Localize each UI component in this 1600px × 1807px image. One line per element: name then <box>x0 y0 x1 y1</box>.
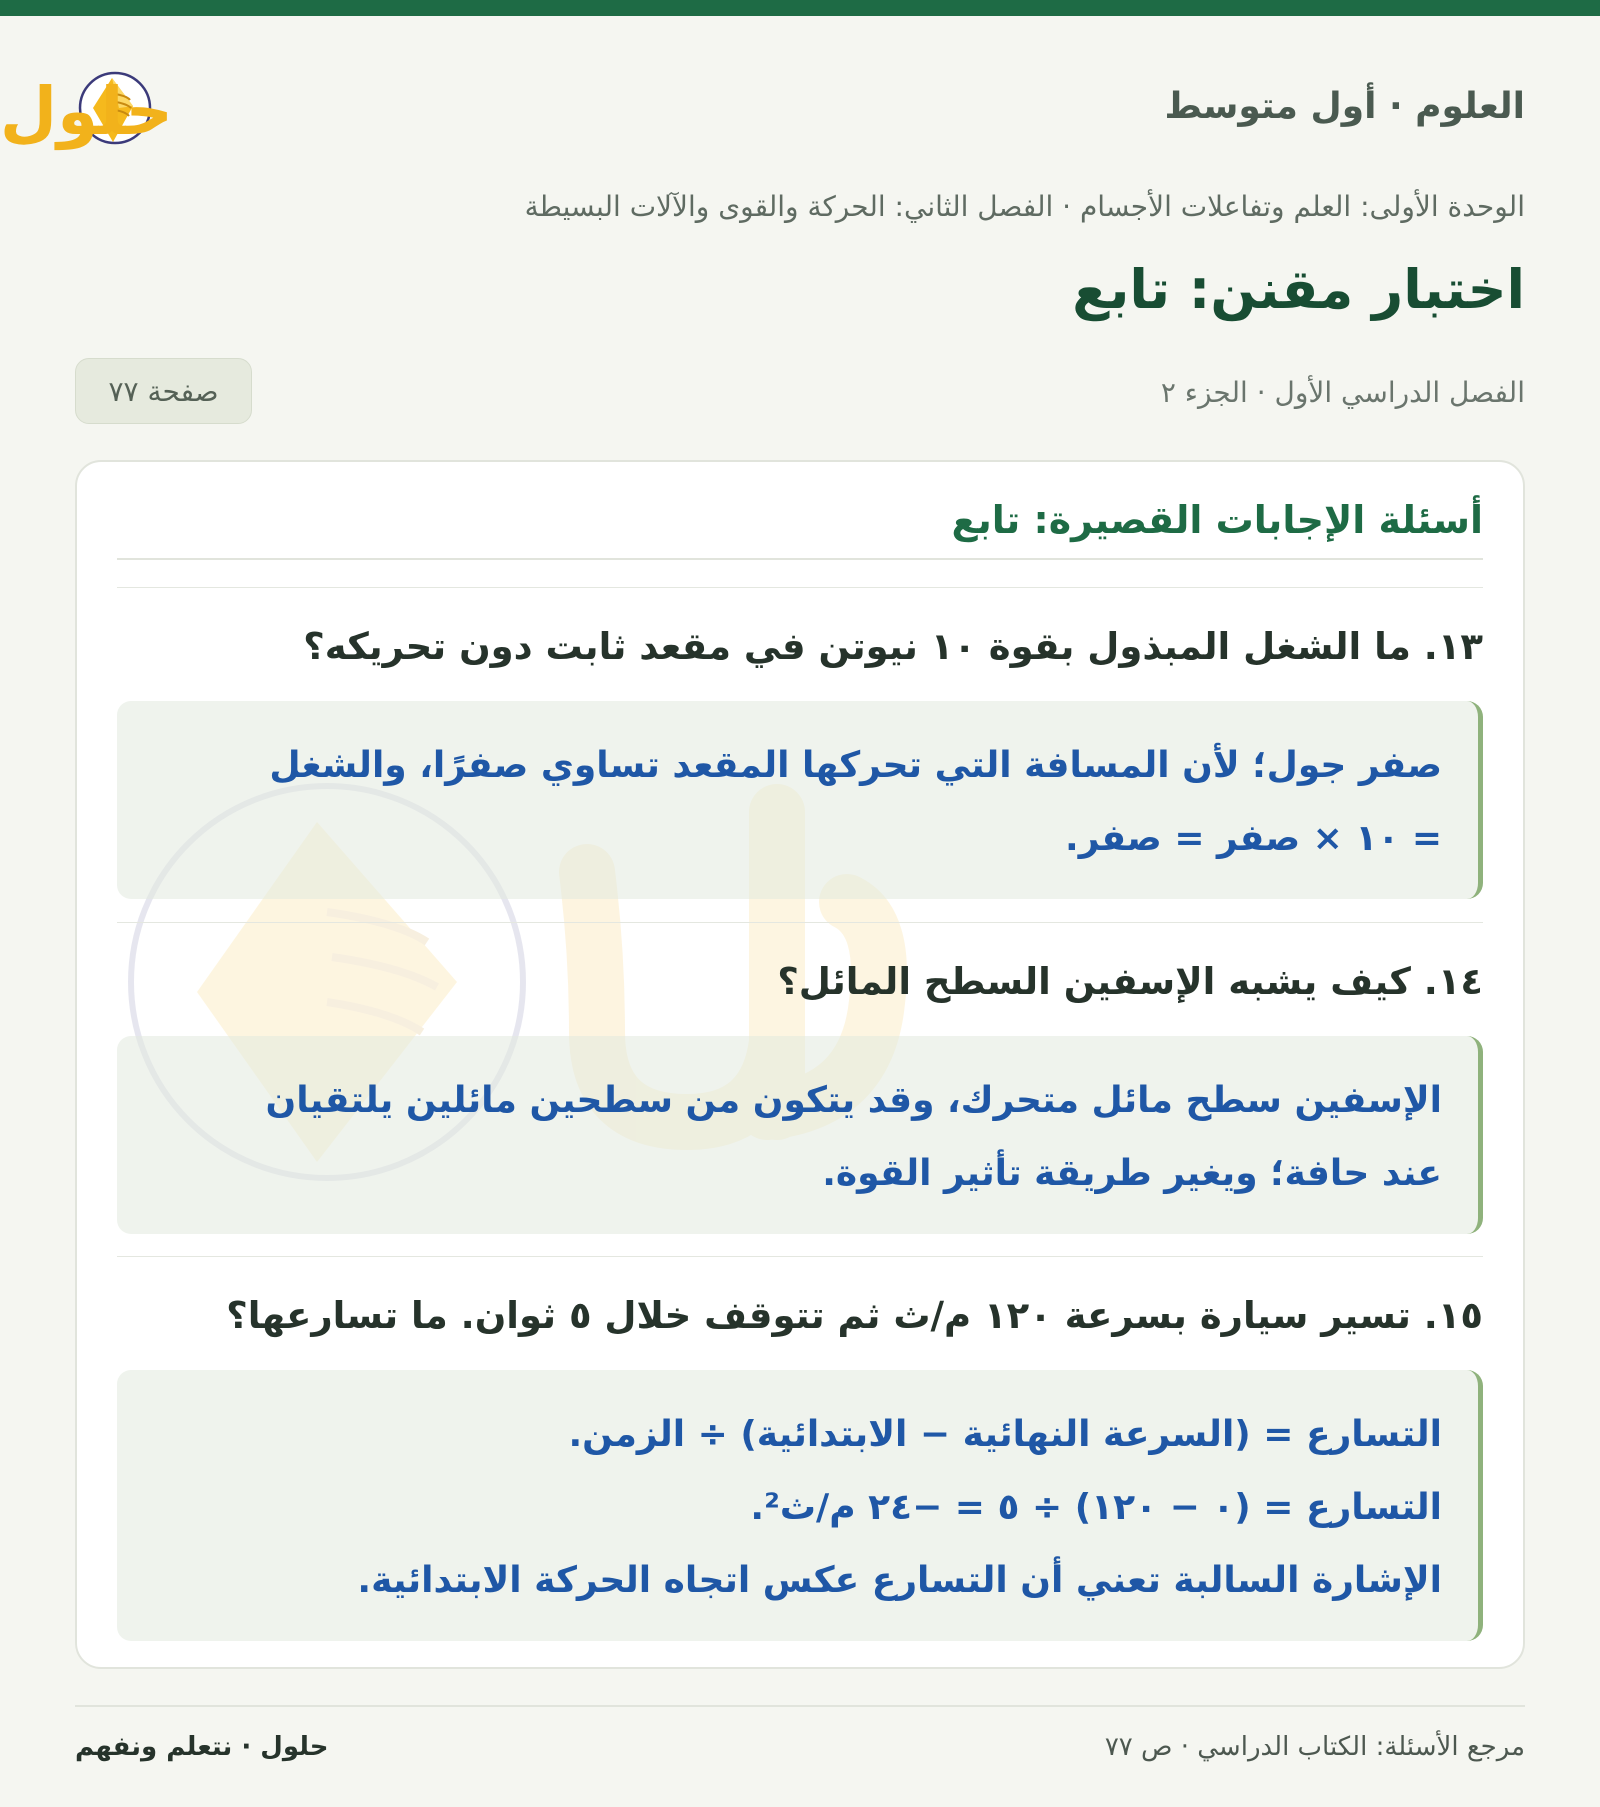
subject-title: العلوم · أول متوسط <box>1164 86 1525 127</box>
section-title: أسئلة الإجابات القصيرة: تابع <box>951 498 1483 542</box>
answer-line: التسارع = (السرعة النهائية − الابتدائية) ÷ الزمن. <box>568 1414 1442 1455</box>
term-label: الفصل الدراسي الأول · الجزء ٢ <box>1160 376 1525 409</box>
question-divider <box>117 1256 1483 1257</box>
answer-line: الإشارة السالبة تعني أن التسارع عكس اتجاه الحركة الابتدائية. <box>357 1560 1442 1601</box>
answer-line: عند حافة؛ ويغير طريقة تأثير القوة. <box>822 1153 1442 1194</box>
logo-wordmark: حلول <box>0 73 173 150</box>
breadcrumb: الوحدة الأولى: العلم وتفاعلات الأجسام · الفصل الثاني: الحركة والقوى والآلات البسيطة <box>524 190 1525 223</box>
footer-reference: مرجع الأسئلة: الكتاب الدراسي · ص ٧٧ <box>1104 1732 1525 1762</box>
top-accent-bar <box>0 0 1600 16</box>
question-divider <box>117 922 1483 923</box>
page-header <box>0 56 1525 160</box>
book-coin-icon <box>0 56 335 160</box>
question-text: ١٤. كيف يشبه الإسفين السطح المائل؟ <box>777 960 1483 1003</box>
answer-box <box>117 701 1483 899</box>
halool-logo[interactable] <box>0 56 335 160</box>
question-text: ١٣. ما الشغل المبذول بقوة ١٠ نيوتن في مقعد ثابت دون تحريكه؟ <box>303 625 1483 668</box>
answer-line: = ١٠ × صفر = صفر. <box>1065 818 1442 859</box>
questions-card <box>75 460 1525 1669</box>
section-divider <box>117 558 1483 560</box>
answer-box <box>117 1370 1483 1641</box>
answer-line: الإسفين سطح مائل متحرك، وقد يتكون من سطحين مائلين يلتقيان <box>265 1080 1442 1121</box>
answer-line: التسارع = (٠ − ١٢٠) ÷ ٥ = −٢٤ م/ث². <box>750 1487 1442 1528</box>
question-text: ١٥. تسير سيارة بسرعة ١٢٠ م/ث ثم تتوقف خلال ٥ ثوان. ما تسارعها؟ <box>226 1294 1483 1337</box>
answer-box <box>117 1036 1483 1234</box>
answer-line: صفر جول؛ لأن المسافة التي تحركها المقعد تساوي صفرًا، والشغل <box>269 745 1442 786</box>
page-title: اختبار مقنن: تابع <box>1072 258 1525 321</box>
footer-brand: حلول · نتعلم ونفهم <box>75 1732 329 1762</box>
question-divider <box>117 587 1483 588</box>
footer-divider <box>75 1705 1525 1707</box>
page-number-badge: صفحة ٧٧ <box>75 358 252 424</box>
